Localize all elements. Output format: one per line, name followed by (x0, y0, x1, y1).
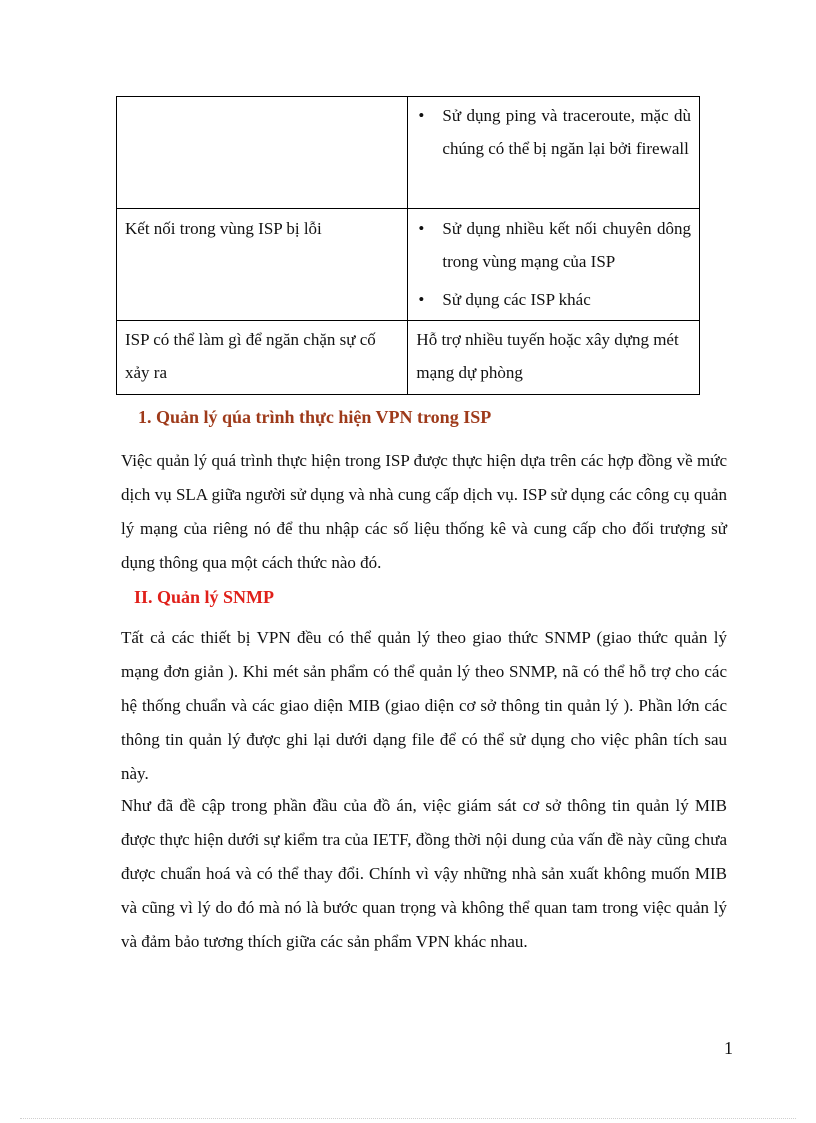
page-number: 1 (724, 1038, 733, 1058)
table-cell-problem: ISP có thể làm gì để ngăn chặn sự cố xảy ra (117, 321, 408, 395)
section-heading-vpn-isp: 1. Quản lý qúa trình thực hiện VPN trong ISP (138, 407, 492, 427)
table-row (117, 97, 700, 209)
list-item: • Sử dụng nhiều kết nối chuyên dông trong vùng mạng của ISP (442, 212, 691, 278)
isp-problem-table (116, 96, 700, 395)
list-item: • Sử dụng các ISP khác (442, 283, 691, 316)
solution-list (416, 212, 691, 316)
table-row (117, 321, 700, 395)
paragraph-snmp-2: Như đã đề cập trong phần đầu của đồ án, việc giám sát cơ sở thông tin quản lý MIB được thực hiện dưới sự kiểm tra của IETF, đồng thời nội dung của vấn đề này cũng chưa được chuẩn hoá và có thể thay đổi. Chính vì vậy những nhà sản xuất không muốn MIB và cũng vì lý do đó mà nó là bước quan trọng và không thể quan tam trong việc quản lý và đảm bảo tương thích giữa các sản phẩm VPN khác nhau. (121, 796, 727, 951)
table-row (117, 209, 700, 321)
table-cell-problem (117, 97, 408, 209)
table-cell-solution (408, 97, 700, 209)
paragraph-vpn-isp: Việc quản lý quá trình thực hiện trong ISP được thực hiện dựa trên các hợp đồng về mức dịch vụ SLA giữa người sử dụng và nhà cung cấp dịch vụ. ISP sử dụng các công cụ quản lý mạng của riêng nó để thu nhập các số liệu thống kê và cung cấp cho đối trượng sử dụng thông qua một cách thức nào đó. (121, 451, 727, 572)
section-heading-snmp: II. Quản lý SNMP (134, 587, 275, 607)
page-footer-divider (20, 1118, 796, 1119)
paragraph-snmp-1: Tất cả các thiết bị VPN đều có thể quản lý theo giao thức SNMP (giao thức quản lý mạng đơn giản ). Khi mét sản phẩm có thể quản lý theo SNMP, nã có thể hỗ trợ cho các hệ thống chuẩn và các giao diện MIB (giao diện cơ sở thông tin quản lý ). Phần lớn các thông tin quản lý được ghi lại dưới dạng file để có thể sử dụng cho việc phân tích sau này. (121, 628, 727, 783)
table-cell-problem: Kết nối trong vùng ISP bị lỗi (117, 209, 408, 321)
table-cell-solution (408, 209, 700, 321)
list-item: • Sử dụng ping và traceroute, mặc dù chúng có thể bị ngăn lại bởi firewall (442, 99, 691, 165)
solution-list (416, 99, 691, 165)
table-cell-solution: Hỗ trợ nhiều tuyến hoặc xây dựng mét mạng dự phòng (408, 321, 700, 395)
